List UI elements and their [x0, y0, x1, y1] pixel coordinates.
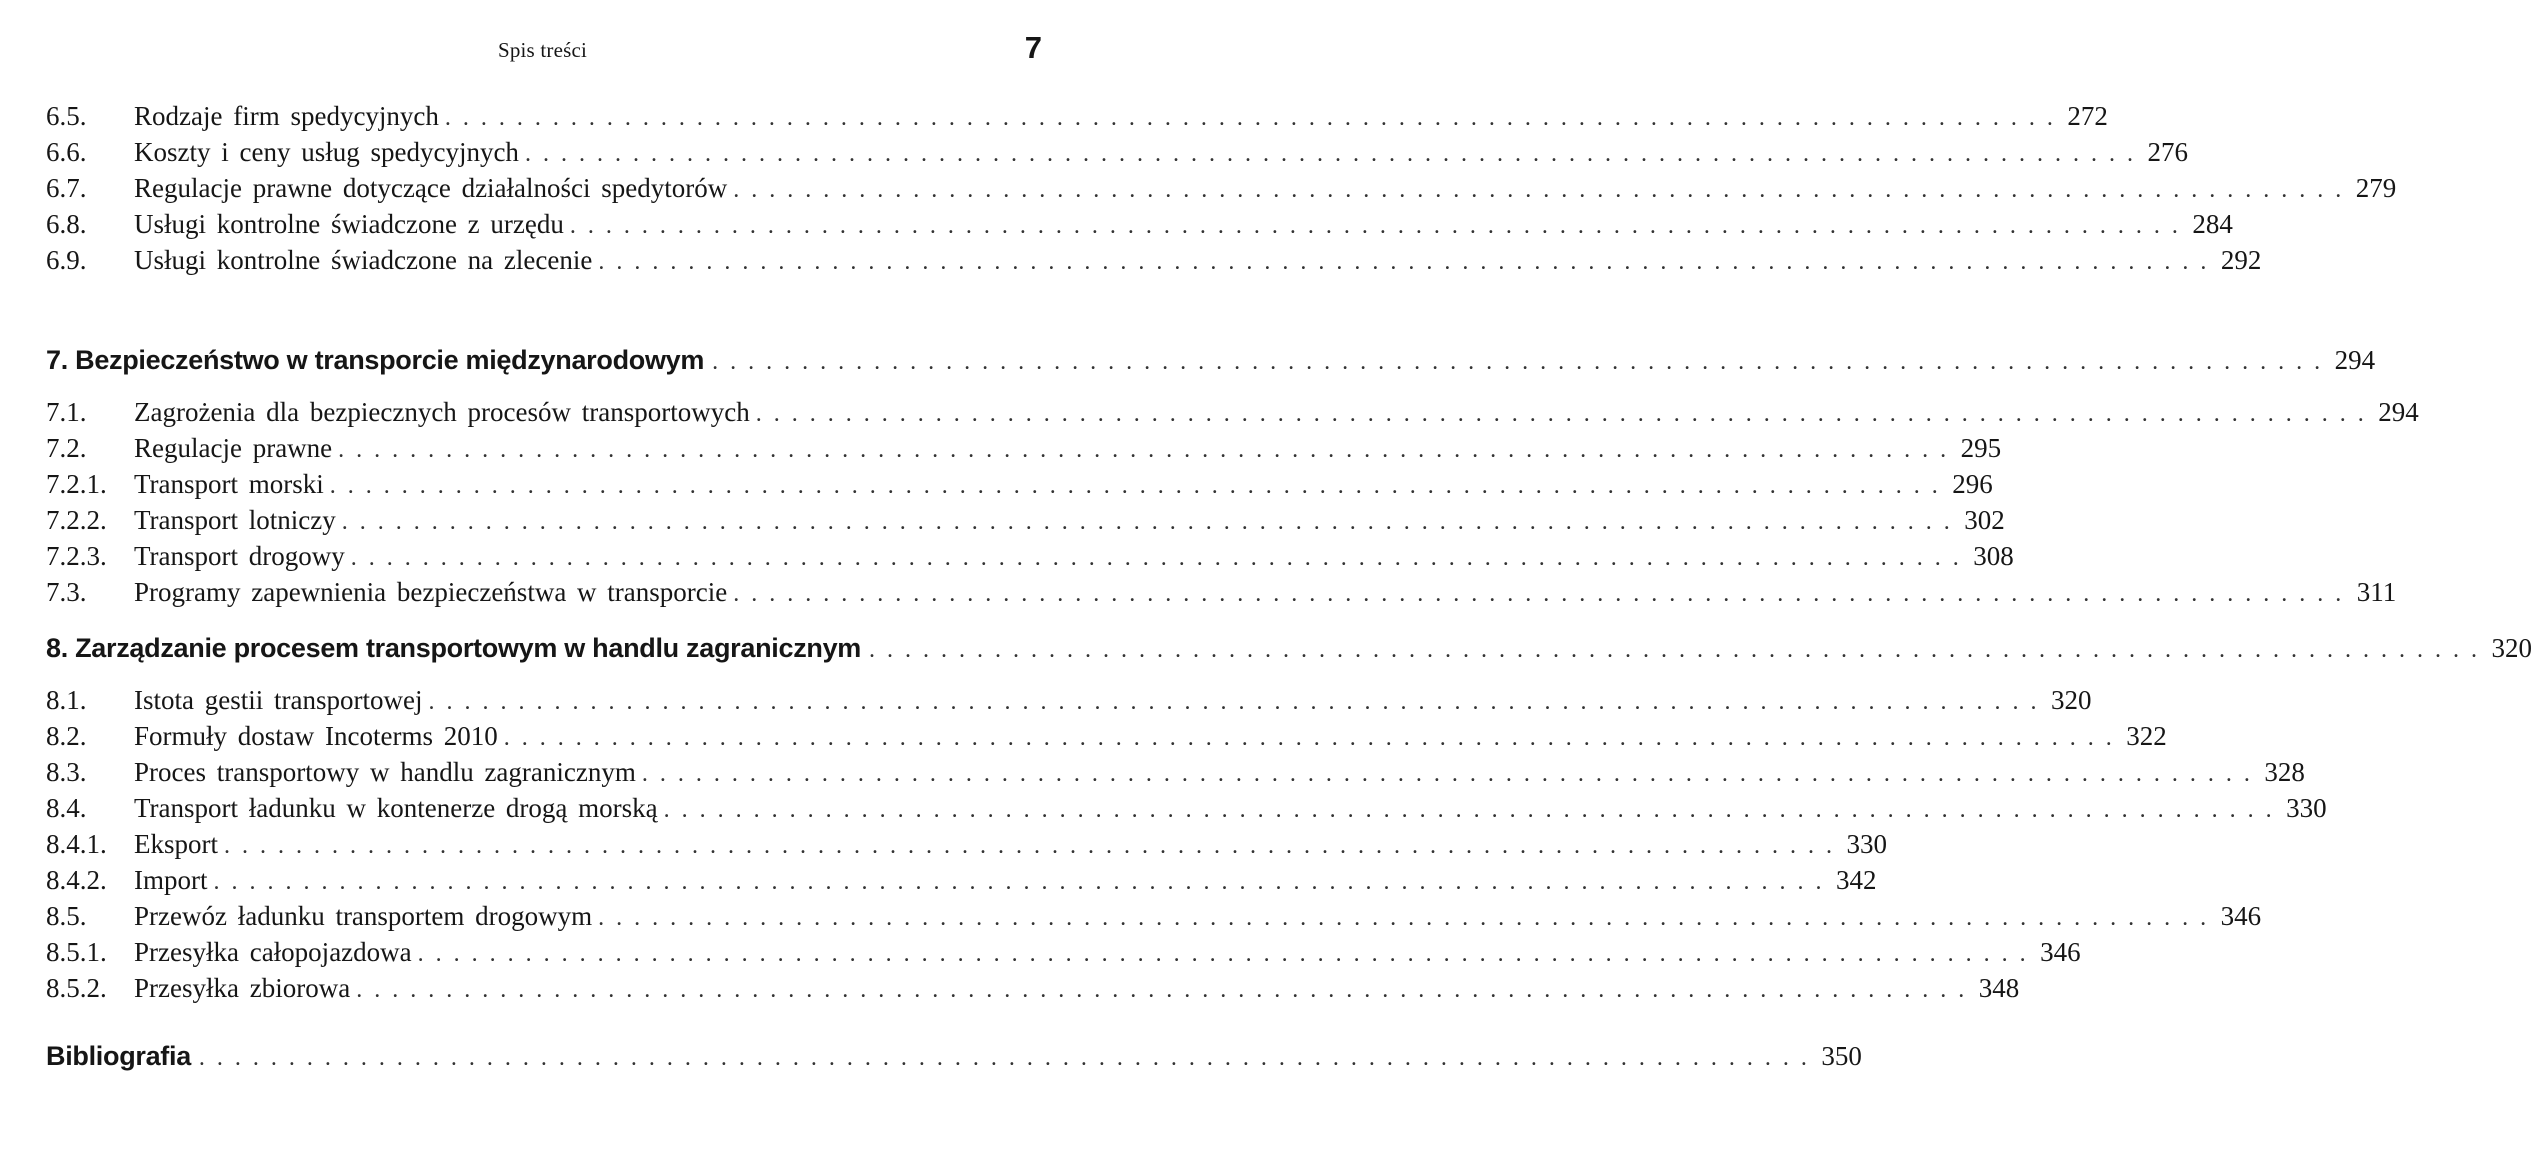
toc-entry-number: 7.2.: [46, 433, 87, 463]
dot-leader: [342, 504, 1953, 540]
toc-entry-page: 296: [1952, 469, 1993, 499]
toc-chapter-page: 294: [2334, 345, 2376, 375]
toc-entry-title: Eksport: [134, 829, 218, 859]
toc-entry-title: Proces transportowy w handlu zagranicznym: [134, 757, 636, 787]
toc-entry-page: 330: [1846, 829, 1887, 859]
dot-leader: [869, 630, 2480, 670]
dot-leader: [570, 208, 2181, 244]
toc-entry-page: 320: [2050, 685, 2092, 715]
toc-entry-number: 8.2.: [46, 721, 87, 751]
toc-entry-number: 8.4.1.: [46, 829, 107, 859]
dot-leader: [525, 136, 2136, 172]
toc-entry-number: 6.5.: [46, 101, 87, 131]
spacer: [46, 380, 1042, 394]
dot-leader: [712, 342, 2323, 382]
toc-entry-6-5: [46, 98, 2108, 134]
dot-leader: [445, 100, 2056, 136]
toc-entry-title: Transport lotniczy: [134, 505, 336, 535]
toc-entry-title: Przesyłka całopojazdowa: [134, 937, 412, 967]
toc-entry-title: Usługi kontrolne świadczone z urzędu: [134, 209, 564, 239]
toc-entry-number: 8.5.1.: [46, 937, 107, 967]
toc-entry-page: 302: [1964, 505, 2005, 535]
toc-entry-page: 342: [1836, 865, 1877, 895]
toc-entry-number: 8.4.: [46, 793, 87, 823]
toc-entry-number: 6.9.: [46, 245, 87, 275]
toc-chapter-8: [46, 628, 2532, 668]
toc-bibliography-title: Bibliografia: [46, 1041, 191, 1071]
toc-entry-6-8: [46, 206, 2233, 242]
spacer: [46, 668, 1042, 682]
spacer: [46, 278, 1042, 340]
toc-entry-page: 346: [2220, 901, 2262, 931]
toc-chapter-7: [46, 340, 2376, 380]
spacer: [46, 1006, 1042, 1036]
toc-entry-title: Przesyłka zbiorowa: [134, 973, 351, 1003]
toc-entry-number: 7.1.: [46, 397, 87, 427]
toc-entry-page: 294: [2378, 397, 2419, 427]
toc-entry-title: Zagrożenia dla bezpiecznych procesów transportowych: [134, 397, 750, 427]
toc-entry-page: 311: [2356, 577, 2397, 607]
dot-leader: [733, 576, 2344, 612]
toc-chapter-page: 320: [2491, 633, 2532, 663]
toc-bibliography-page: 350: [1821, 1041, 1862, 1071]
toc-entry-number: 7.2.2.: [46, 505, 107, 535]
toc-entry-8-5-1: [46, 934, 2081, 970]
dot-leader: [214, 864, 1825, 900]
toc-entry-7-1: [46, 394, 2419, 430]
dot-leader: [338, 432, 1949, 468]
toc-entry-6-6: [46, 134, 2188, 170]
dot-leader: [642, 756, 2253, 792]
toc-entry-8-5: [46, 898, 2262, 934]
dot-leader: [664, 792, 2275, 828]
toc-chapter-title: 8. Zarządzanie procesem transportowym w handlu zagranicznym: [46, 633, 862, 663]
toc-entry-page: 348: [1978, 973, 2020, 1003]
toc-entry-number: 8.5.2.: [46, 973, 107, 1003]
toc-entry-page: 292: [2220, 245, 2262, 275]
toc-entry-page: 308: [1973, 541, 2014, 571]
toc-entry-title: Przewóz ładunku transportem drogowym: [134, 901, 593, 931]
toc-entry-number: 7.2.3.: [46, 541, 107, 571]
dot-leader: [330, 468, 1941, 504]
running-title: Spis treści: [497, 38, 588, 62]
toc-bibliography: [46, 1036, 1862, 1076]
toc-entry-7-2-3: [46, 538, 2014, 574]
toc-entry-page: 322: [2126, 721, 2167, 751]
toc-entry-page: 272: [2067, 101, 2108, 131]
toc-entry-number: 7.2.1.: [46, 469, 107, 499]
toc-entry-number: 8.3.: [46, 757, 87, 787]
toc-entry-title: Istota gestii transportowej: [134, 685, 423, 715]
toc-entry-8-1: [46, 682, 2092, 718]
page-number: 7: [1024, 30, 1042, 65]
toc-chapter-title: 7. Bezpieczeństwo w transporcie międzynarodowym: [46, 345, 705, 375]
toc-entry-7-3: [46, 574, 2397, 610]
dot-leader: [504, 720, 2115, 756]
toc-entry-page: 346: [2040, 937, 2081, 967]
toc-entry-number: 6.7.: [46, 173, 87, 203]
toc-entry-8-4-2: [46, 862, 1877, 898]
toc-entry-number: 8.1.: [46, 685, 87, 715]
toc-entry-6-9: [46, 242, 2262, 278]
toc-entry-number: 8.5.: [46, 901, 87, 931]
toc-entry-number: 6.8.: [46, 209, 87, 239]
toc-entry-8-5-2: [46, 970, 2020, 1006]
toc-entry-title: Transport drogowy: [134, 541, 345, 571]
page-header: [0, 28, 1112, 72]
toc-entry-page: 279: [2355, 173, 2397, 203]
toc-entry-number: 6.6.: [46, 137, 87, 167]
toc-entry-8-4-1: [46, 826, 1887, 862]
dot-leader: [418, 936, 2029, 972]
toc-entry-title: Programy zapewnienia bezpieczeństwa w transporcie: [134, 577, 728, 607]
toc-entry-title: Rodzaje firm spedycyjnych: [134, 101, 439, 131]
dot-leader: [199, 1038, 1810, 1078]
toc-entry-8-3: [46, 754, 2305, 790]
toc-entry-number: 7.3.: [46, 577, 87, 607]
dot-leader: [756, 396, 2367, 432]
toc-entry-6-7: [46, 170, 2397, 206]
dot-leader: [733, 172, 2344, 208]
dot-leader: [428, 684, 2039, 720]
dot-leader: [224, 828, 1835, 864]
toc-entry-title: Koszty i ceny usług spedycyjnych: [134, 137, 519, 167]
toc-entry-7-2-2: [46, 502, 2005, 538]
dot-leader: [598, 244, 2209, 280]
toc-entry-page: 276: [2147, 137, 2188, 167]
toc-entry-page: 330: [2286, 793, 2327, 823]
toc-entry-7-2-1: [46, 466, 1993, 502]
toc-entry-title: Transport morski: [134, 469, 324, 499]
toc-entry-7-2: [46, 430, 2002, 466]
toc-entry-title: Regulacje prawne dotyczące działalności spedytorów: [134, 173, 728, 203]
table-of-contents: [46, 98, 2532, 1076]
toc-entry-title: Usługi kontrolne świadczone na zlecenie: [134, 245, 593, 275]
toc-entry-number: 8.4.2.: [46, 865, 107, 895]
toc-entry-title: Transport ładunku w kontenerze drogą morską: [134, 793, 658, 823]
dot-leader: [351, 540, 1962, 576]
toc-entry-title: Regulacje prawne: [134, 433, 333, 463]
dot-leader: [356, 972, 1967, 1008]
dot-leader: [598, 900, 2209, 936]
toc-entry-title: Formuły dostaw Incoterms 2010: [134, 721, 498, 751]
toc-entry-8-2: [46, 718, 2167, 754]
spacer: [46, 610, 1042, 628]
toc-entry-page: 328: [2264, 757, 2305, 787]
toc-entry-page: 284: [2192, 209, 2233, 239]
toc-entry-title: Import: [134, 865, 208, 895]
toc-entry-8-4: [46, 790, 2327, 826]
toc-entry-page: 295: [1960, 433, 2002, 463]
